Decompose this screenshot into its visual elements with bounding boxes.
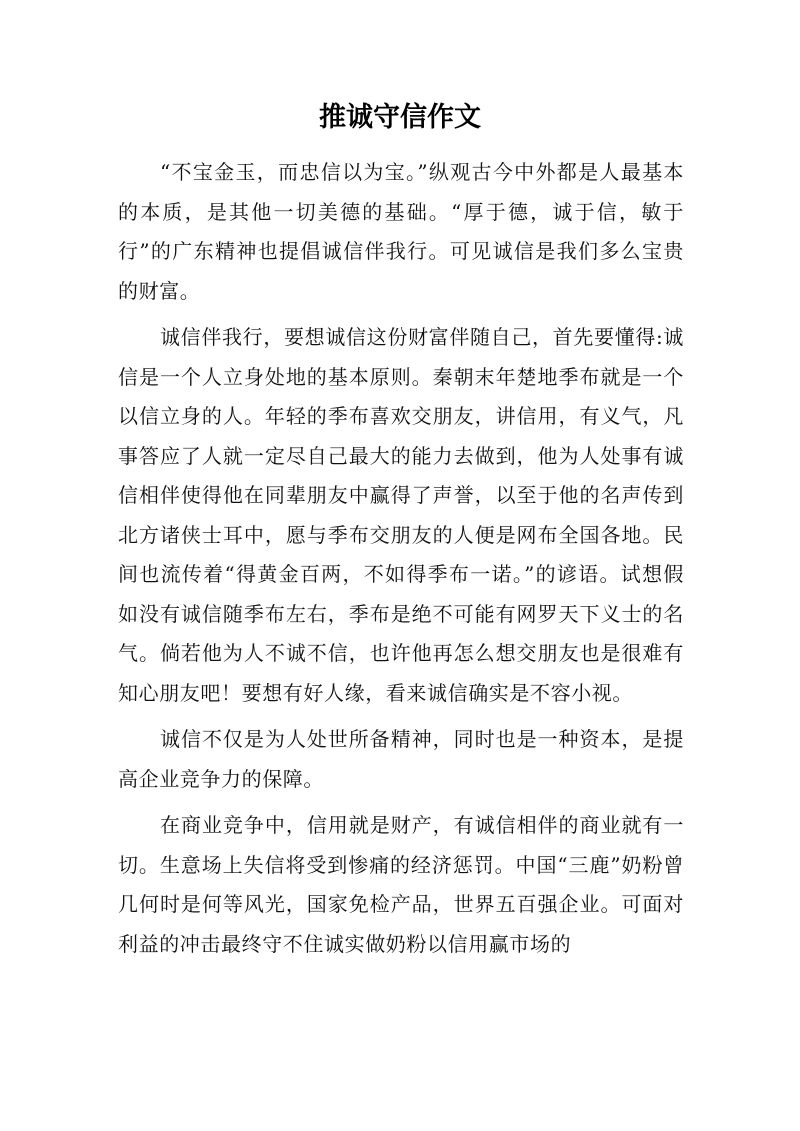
paragraph-1: “不宝金玉，而忠信以为宝。”纵观古今中外都是人最基本的本质，是其他一切美德的基础。“厚于德，诚于信，敏于行”的广东精神也提倡诚信伴我行。可见诚信是我们多么宝贵的财富。 <box>118 160 684 303</box>
document-body <box>118 153 684 971</box>
paragraph-2: 诚信伴我行，要想诚信这份财富伴随自己，首先要懂得:诚信是一个人立身处地的基本原则。秦朝末年楚地季布就是一个以信立身的人。年轻的季布喜欢交朋友，讲信用，有义气，凡事答应了人就一定尽自己最大的能力去做到，他为人处事有诚信相伴使得他在同辈朋友中赢得了声誉，以至于他的名声传到北方诸侠士耳中，愿与季布交朋友的人便是网布全国各地。民间也流传着“得黄金百两，不如得季布一诺。”的谚语。试想假如没有诚信随季布左右，季布是绝不可能有网罗天下义士的名气。倘若他为人不诚不信，也许他再怎么想交朋友也是很难有知心朋友吧！要想有好人缘，看来诚信确实是不容小视。 <box>118 325 684 705</box>
paragraph-4: 在商业竞争中，信用就是财产，有诚信相伴的商业就有一切。生意场上失信将受到惨痛的经济惩罚。中国“三鹿”奶粉曾几何时是何等风光，国家免检产品，世界五百强企业。可面对利益的冲击最终守不住诚实做奶粉以信用赢市场的 <box>118 813 684 956</box>
paragraph-3: 诚信不仅是为人处世所备精神，同时也是一种资本，是提高企业竞争力的保障。 <box>118 727 684 791</box>
document-title: 推诚守信作文 <box>319 102 481 133</box>
